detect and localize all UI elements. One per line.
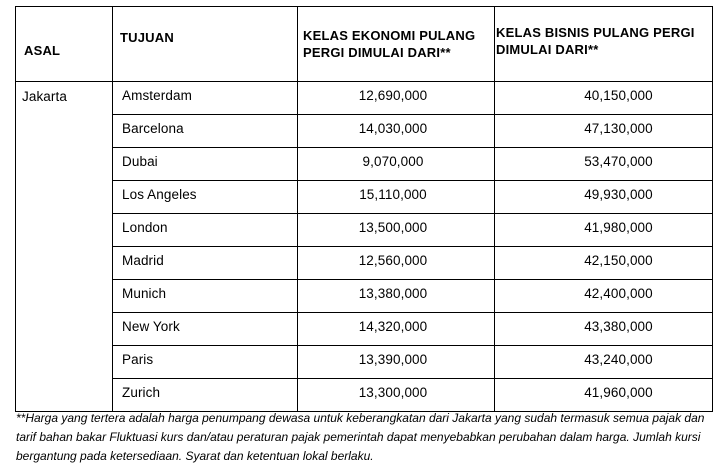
economy-fare-cell: 13,500,000 xyxy=(298,214,495,247)
header-economy-fare: KELAS EKONOMI PULANG PERGI DIMULAI DARI** xyxy=(298,7,495,82)
economy-fare-cell: 12,560,000 xyxy=(298,247,495,280)
economy-fare-cell: 13,390,000 xyxy=(298,346,495,379)
header-origin: ASAL xyxy=(16,7,113,82)
business-fare-cell: 42,400,000 xyxy=(495,280,713,313)
table-row xyxy=(16,181,713,214)
business-fare-cell: 53,470,000 xyxy=(495,148,713,181)
header-destination: TUJUAN xyxy=(113,7,298,82)
table-row xyxy=(16,346,713,379)
economy-fare-cell: 15,110,000 xyxy=(298,181,495,214)
table-row xyxy=(16,280,713,313)
business-fare-cell: 40,150,000 xyxy=(495,82,713,115)
destination-cell: Madrid xyxy=(113,247,298,280)
economy-fare-cell: 9,070,000 xyxy=(298,148,495,181)
economy-fare-cell: 13,380,000 xyxy=(298,280,495,313)
destination-cell: Munich xyxy=(113,280,298,313)
destination-cell: Zurich xyxy=(113,379,298,412)
table-row xyxy=(16,214,713,247)
destination-cell: London xyxy=(113,214,298,247)
table-row xyxy=(16,148,713,181)
destination-cell: Dubai xyxy=(113,148,298,181)
origin-cell: Jakarta xyxy=(16,82,113,412)
table-row xyxy=(16,115,713,148)
business-fare-cell: 43,380,000 xyxy=(495,313,713,346)
business-fare-cell: 47,130,000 xyxy=(495,115,713,148)
table-row xyxy=(16,313,713,346)
table-row xyxy=(16,379,713,412)
footnote-disclaimer: **Harga yang tertera adalah harga penumpang dewasa untuk keberangkatan dari Jakarta yang sudah termasuk semua pajak dan tarif bahan bakar Fluktuasi kurs dan/atau peraturan pajak pemerintah dapat menyebabkan perubahan dalam harga. Jumlah kursi bergantung pada ketersediaan. Syarat dan ketentuan lokal berlaku. xyxy=(16,411,705,463)
business-fare-cell: 43,240,000 xyxy=(495,346,713,379)
table-row xyxy=(16,247,713,280)
table-header-row xyxy=(16,7,713,82)
destination-cell: Los Angeles xyxy=(113,181,298,214)
destination-cell: Paris xyxy=(113,346,298,379)
business-fare-cell: 42,150,000 xyxy=(495,247,713,280)
destination-cell: Barcelona xyxy=(113,115,298,148)
fare-table xyxy=(15,6,713,412)
table-row xyxy=(16,82,713,115)
business-fare-cell: 41,960,000 xyxy=(495,379,713,412)
destination-cell: Amsterdam xyxy=(113,82,298,115)
business-fare-cell: 49,930,000 xyxy=(495,181,713,214)
header-business-fare: KELAS BISNIS PULANG PERGI DIMULAI DARI** xyxy=(495,7,713,82)
economy-fare-cell: 13,300,000 xyxy=(298,379,495,412)
economy-fare-cell: 14,320,000 xyxy=(298,313,495,346)
destination-cell: New York xyxy=(113,313,298,346)
economy-fare-cell: 14,030,000 xyxy=(298,115,495,148)
business-fare-cell: 41,980,000 xyxy=(495,214,713,247)
economy-fare-cell: 12,690,000 xyxy=(298,82,495,115)
fare-table-body xyxy=(16,82,713,412)
